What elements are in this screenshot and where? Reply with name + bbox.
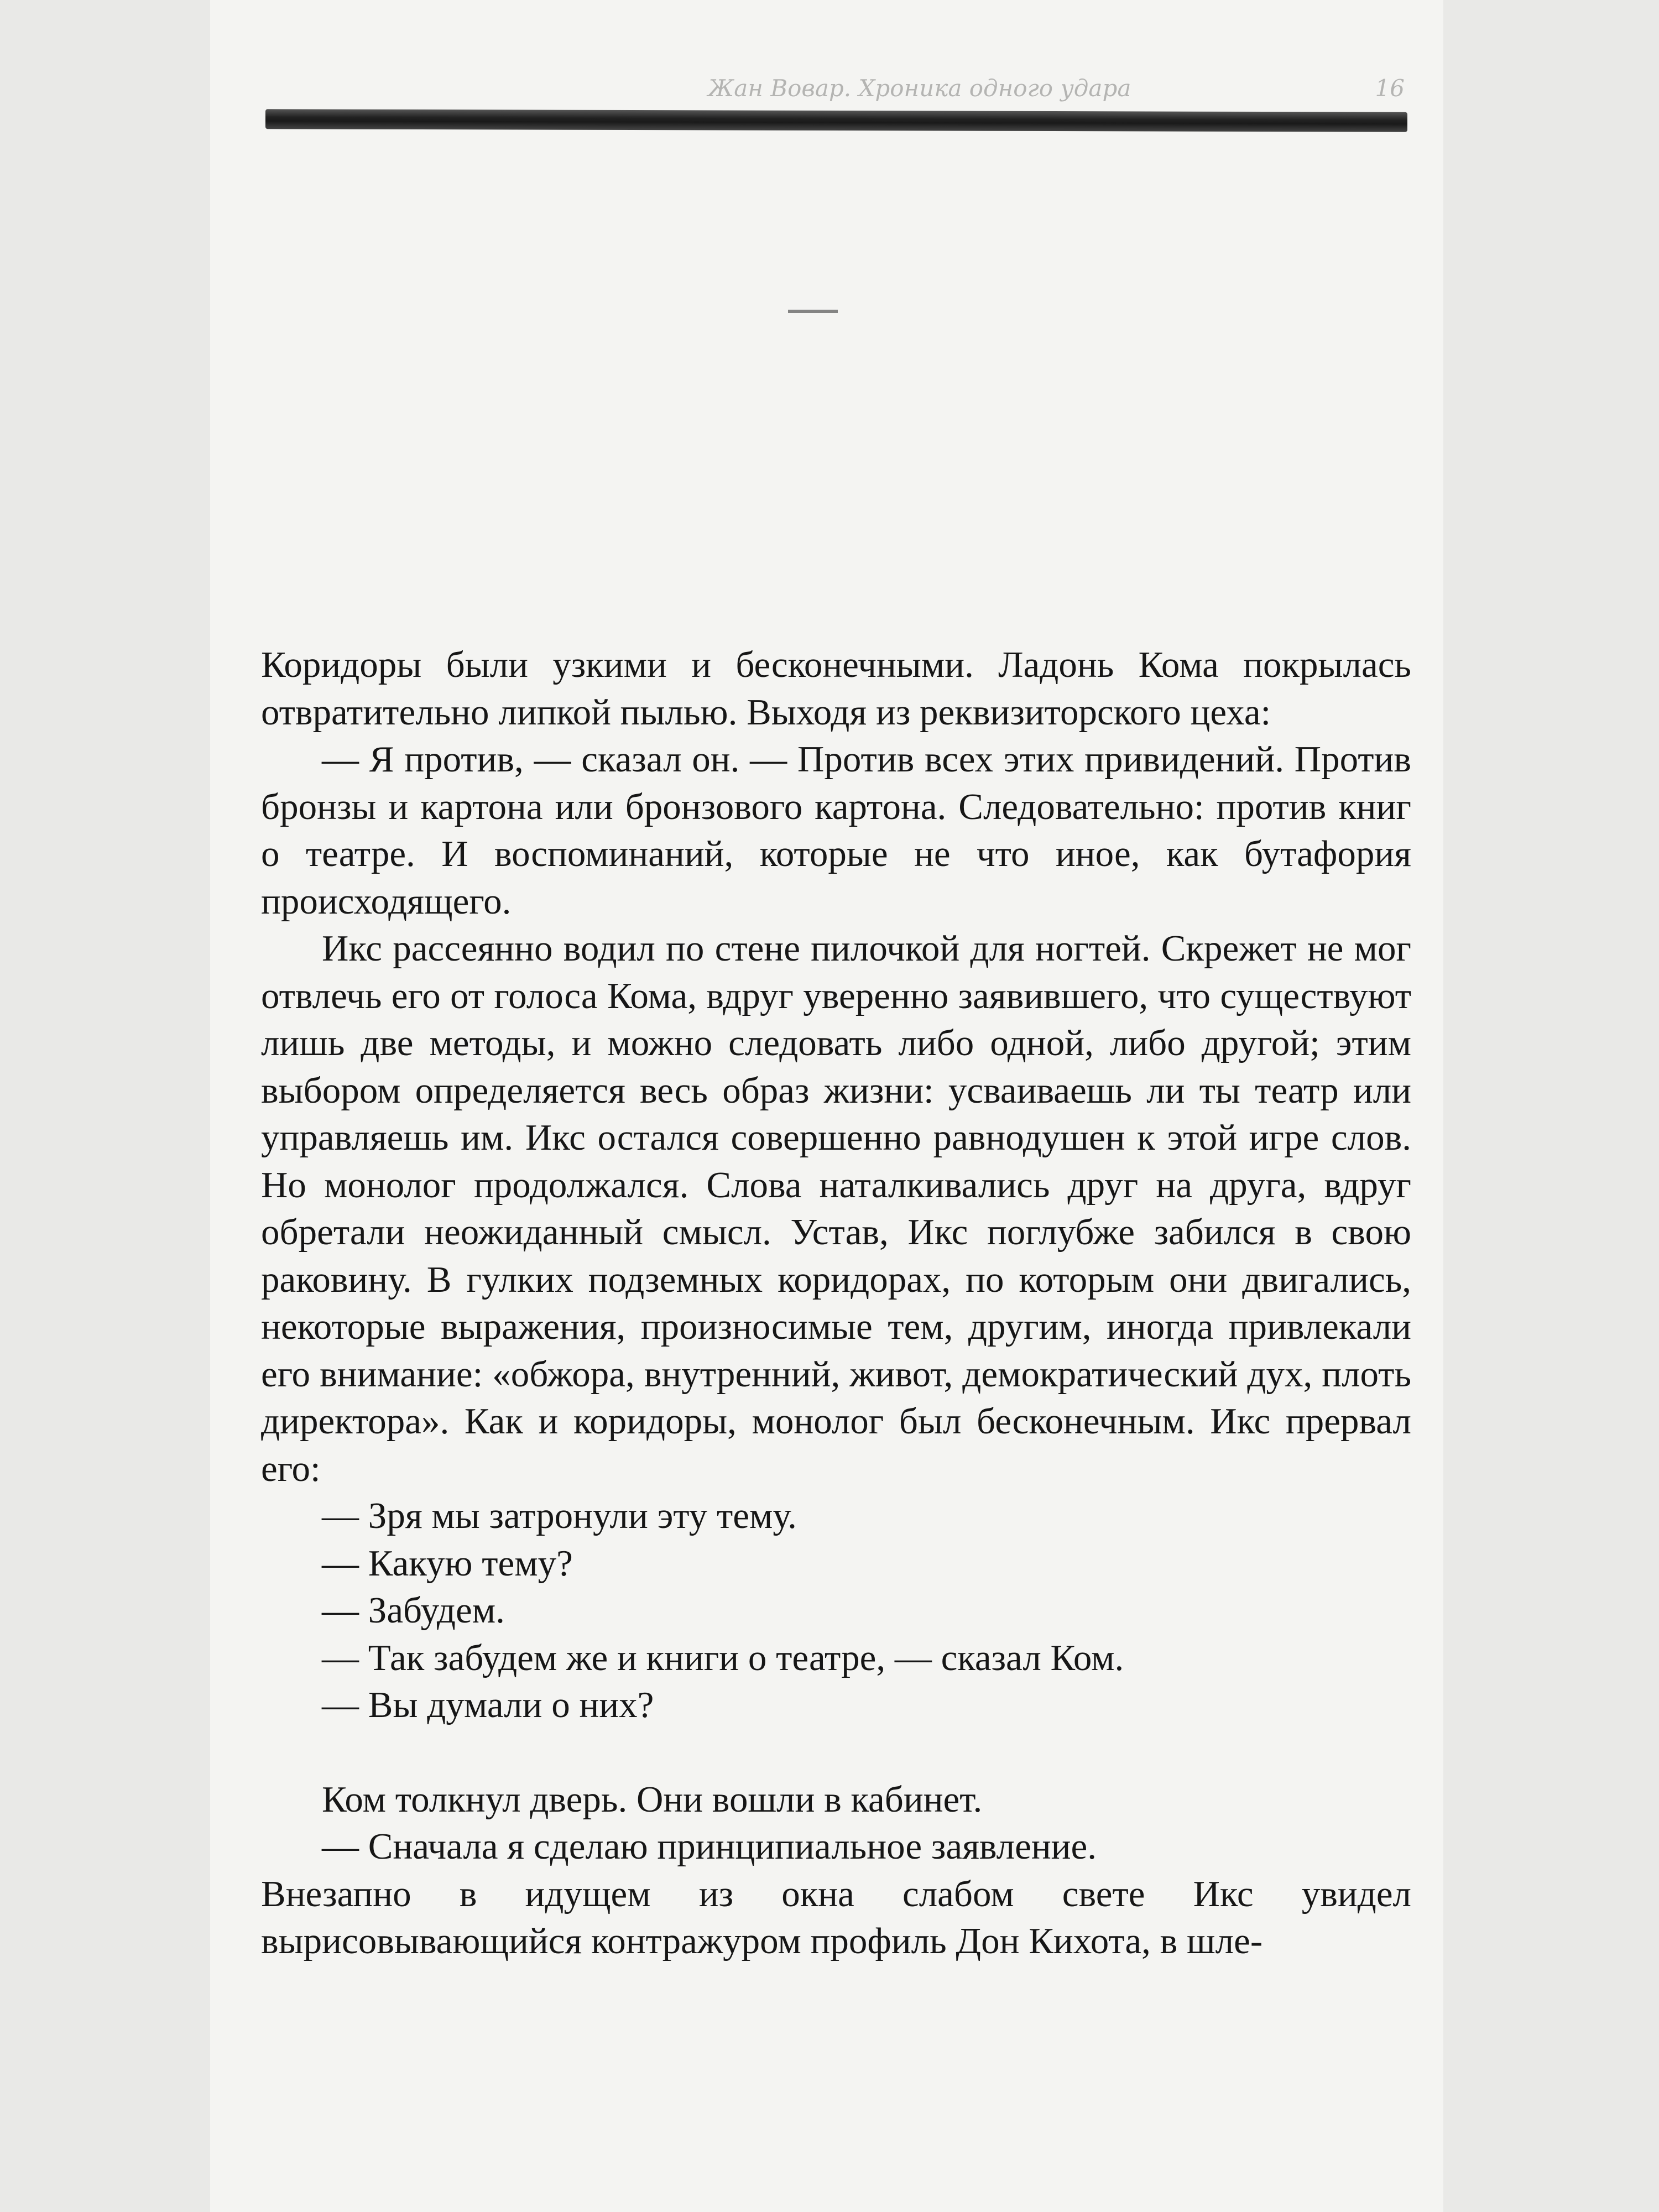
paragraph: Коридоры были узкими и бесконечными. Ладонь Кома покрылась отвратительно липкой пылью. Выходя из реквизиторского цеха:	[261, 644, 1411, 733]
dialogue-line: — Вы думали о них?	[322, 1684, 654, 1725]
paragraph-gap	[261, 1729, 1411, 1776]
running-header	[265, 75, 1405, 102]
header-rule	[265, 109, 1407, 132]
body-text	[261, 641, 1411, 1965]
paragraph: Внезапно в идущем из окна слабом свете Икс увидел вырисовывающийся контражуром профиль Дон Кихота, в шле-	[261, 1873, 1411, 1961]
dialogue-line: — Зря мы затронули эту тему.	[322, 1495, 797, 1536]
paragraph: Икс рассеянно водил по стене пилочкой для ногтей. Скрежет не мог отвлечь его от голоса Кома, вдруг уверенно заявившего, что существуют лишь две методы, и можно следовать либо одной, либо другой; этим выбором определяется весь образ жизни: усваиваешь ли ты театр или управляешь им. Икс остался совершенно равнодушен к этой игре слов. Но монолог продолжался. Слова наталкивались друг на друга, вдруг обретали неожиданный смысл. Устав, Икс поглубже забился в свою раковину. В гулких подземных коридорах, по которым они двигались, некоторые выражения, произносимые тем, другим, иногда привлекали его внимание: «обжора, внутренний, живот, демократический дух, плоть директора». Как и коридоры, монолог был бесконечным. Икс прервал его:	[261, 928, 1411, 1489]
book-page	[210, 0, 1443, 2212]
dialogue-line: — Сначала я сделаю принципиальное заявление.	[322, 1826, 1097, 1867]
paragraph: — Я против, — сказал он. — Против всех этих привидений. Против бронзы и картона или бронзового картона. Следовательно: против книг о театре. И воспоминаний, которые не что иное, как бутафория происходящего.	[261, 739, 1411, 922]
page-number: 16	[1375, 75, 1405, 102]
dialogue-line: — Забудем.	[322, 1590, 505, 1631]
dialogue-line: — Какую тему?	[322, 1542, 573, 1584]
section-dash	[788, 310, 838, 313]
running-header-title: Жан Вовар. Хроника одного удара	[708, 75, 1131, 102]
paragraph: Ком толкнул дверь. Они вошли в кабинет.	[322, 1778, 983, 1820]
dialogue-line: — Так забудем же и книги о театре, — сказал Ком.	[322, 1637, 1124, 1678]
